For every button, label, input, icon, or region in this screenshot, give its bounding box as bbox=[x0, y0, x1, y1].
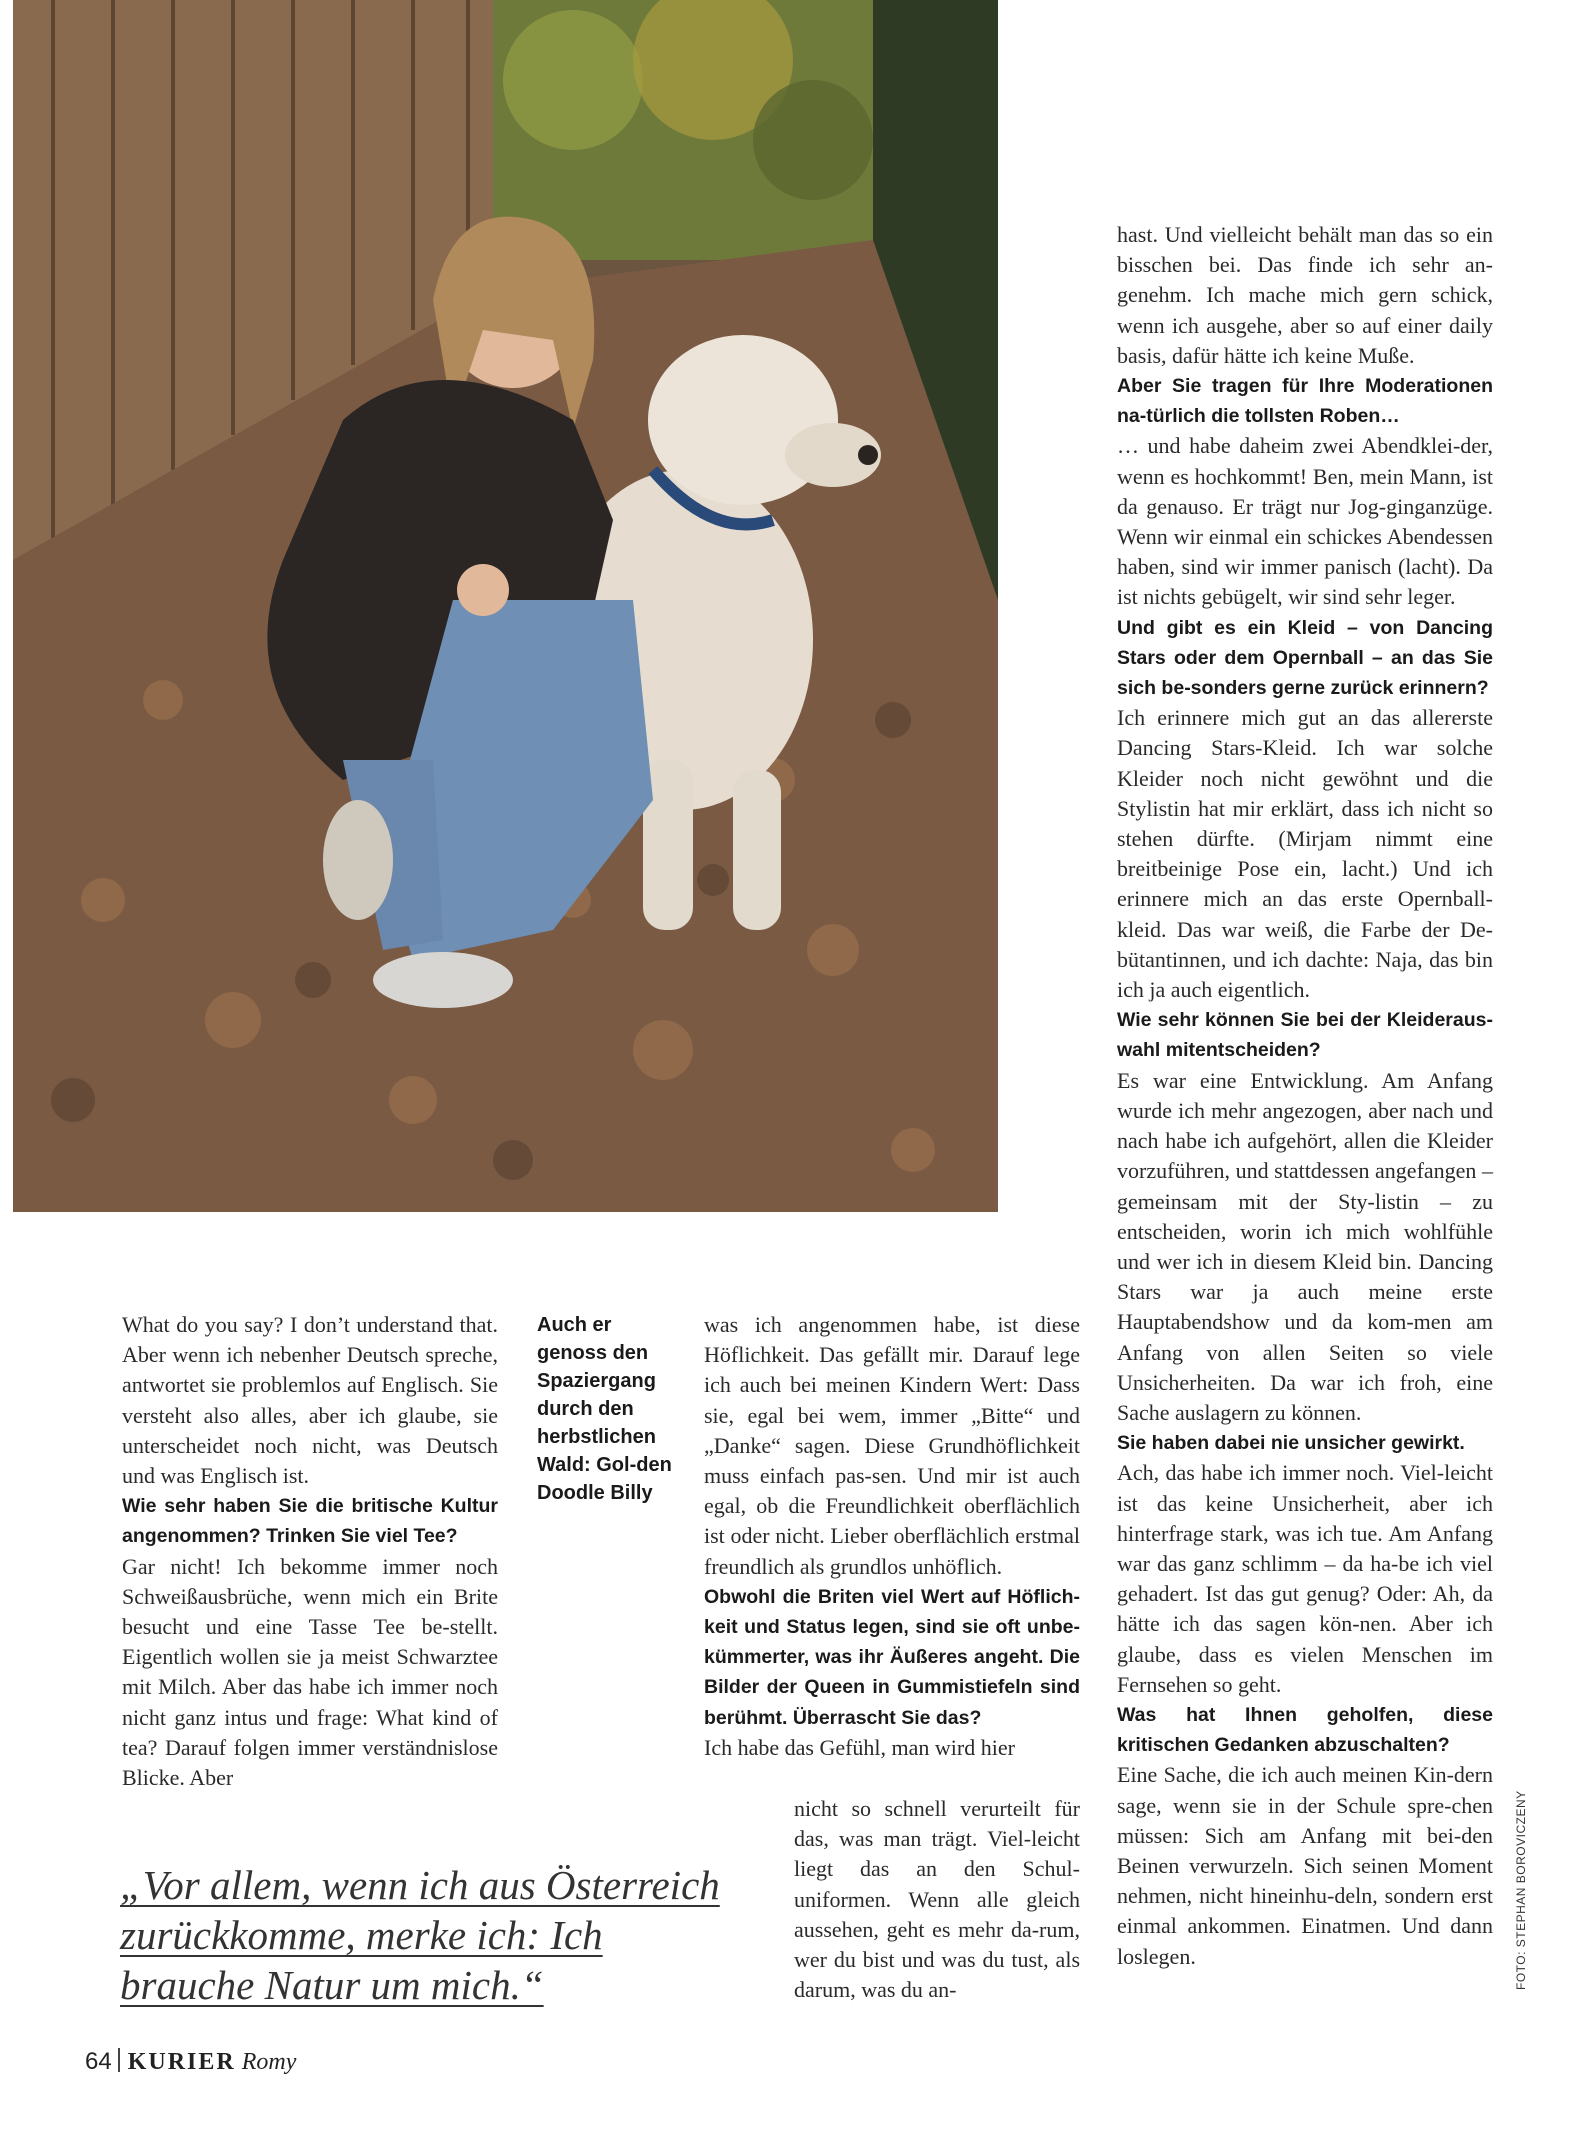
photo-credit bbox=[1514, 1790, 1534, 2000]
paragraph: Ich erinnere mich gut an das allererste Dancing Stars-Kleid. Ich war solche Kleider noch nicht gewöhnt und die Stylistin hat mir erklärt, dass ich nicht so stehen dürfte. (Mirjam nimmt eine breitbeinige Pose ein, lacht.) Und ich erinnere mich an das erste Opernball-kleid. Das war weiß, die Farbe der De-bütantinnen, und ich dachte: Naja, das bin ich ja auch eigentlich. bbox=[1117, 705, 1493, 1003]
text-column-right bbox=[1117, 220, 1493, 1972]
interview-question: Sie haben dabei nie unsicher gewirkt. bbox=[1117, 1432, 1465, 1455]
paragraph: Eine Sache, die ich auch meinen Kin-dern sage, wenn sie in der Schule spre-chen müssen: Sich am Anfang mit bei-den Beinen verwurzeln. Sich seinen Moment nehmen, nicht hineinhu-deln, sondern erst einmal ankommen. Einatmen. Und dann loslegen. bbox=[1117, 1762, 1493, 1969]
magazine-name: Romy bbox=[241, 2049, 297, 2075]
paragraph: What do you say? I don’t understand that. Aber wenn ich nebenher Deutsch spreche, antwortet sie problemlos auf Englisch. Sie versteht also alles, aber ich glaube, sie unterscheidet noch nicht, was Deutsch und was Englisch ist. bbox=[122, 1312, 498, 1489]
text-column-middle-continued bbox=[794, 1794, 1080, 2005]
paragraph: … und habe daheim zwei Abendklei-der, wenn es hochkommt! Ben, mein Mann, ist da genauso. Er trägt nur Jog-ginganzüge. Wenn wir einmal ein schickes Abendessen haben, sind wir immer panisch (lacht). Da ist nichts gebügelt, wir sind sehr leger. bbox=[1117, 433, 1493, 610]
interview-question: Und gibt es ein Kleid – von Dancing Stars oder dem Opernball – an das Sie sich be-sonders gerne zurück erinnern? bbox=[1117, 616, 1493, 700]
photo-credit-text: FOTO: STEPHAN BOROVICZENY bbox=[1514, 1790, 1528, 1990]
paragraph: Ich habe das Gefühl, man wird hier bbox=[704, 1734, 1015, 1760]
pull-quote: „Vor allem, wenn ich aus Österreich zurückkomme, merke ich: Ich brauche Natur um mich.“ bbox=[120, 1862, 720, 2008]
footer-divider bbox=[118, 2048, 120, 2072]
paragraph: hast. Und vielleicht behält man das so ein bisschen bei. Das finde ich sehr an-genehm. Ich mache mich gern schick, wenn ich ausgehe, aber so auf einer daily basis, dafür hätte ich keine Muße. bbox=[1117, 222, 1493, 368]
brand-name: KURIER bbox=[127, 2049, 236, 2075]
page-footer bbox=[85, 2048, 296, 2076]
paragraph: Ach, das habe ich immer noch. Viel-leicht ist das keine Unsicherheit, aber ich hinterfrage stark, was ich tue. Am Anfang war das ganz schlimm – da ha-be ich viel gehadert. Ist das gut genug? Oder: Ah, da hätte ich das sagen kön-nen. Aber ich glaube, dass es vielen Menschen im Fernsehen so geht. bbox=[1117, 1460, 1493, 1697]
text-column-middle bbox=[704, 1310, 1080, 1763]
interview-question: Was hat Ihnen geholfen, diese kritischen Gedanken abzuschalten? bbox=[1117, 1703, 1493, 1757]
photo-caption: Auch er genoss den Spaziergang durch den herbstlichen Wald: Gol-den Doodle Billy bbox=[537, 1314, 672, 1504]
interview-question: Wie sehr haben Sie die britische Kultur angenommen? Trinken Sie viel Tee? bbox=[122, 1495, 498, 1548]
interview-question: Obwohl die Briten viel Wert auf Höflich-keit und Status legen, sind sie oft unbe-kümmerter, was ihr Äußeres angeht. Die Bilder der Queen in Gummistiefeln sind berühmt. Überrascht Sie das? bbox=[704, 1585, 1080, 1729]
paragraph: Es war eine Entwicklung. Am Anfang wurde ich mehr angezogen, aber nach und nach habe ich aufgehört, allen die Kleider vorzuführen, und stattdessen angefangen – gemeinsam mit der Sty-listin – zu entscheiden, worin ich mich wohlfühle und wer ich in diesem Kleid bin. Dancing Stars war ja auch meine erste Hauptabendshow und da kom-men am Anfang von allen Seiten so viele Unsicherheiten. Da war ich froh, eine Sache auslagern zu können. bbox=[1117, 1067, 1493, 1425]
paragraph: was ich angenommen habe, ist diese Höflichkeit. Das gefällt mir. Darauf lege ich auch bei meinen Kindern Wert: Dass sie, egal bei wem, immer „Bitte“ und „Danke“ sagen. Diese Grundhöflichkeit muss einfach pas-sen. Und mir ist auch egal, ob die Freundlichkeit oberflächlich ist oder nicht. Lieber oberflächlich erstmal freundlich als grundlos unhöflich. bbox=[704, 1312, 1080, 1579]
page-number: 64 bbox=[85, 2048, 112, 2075]
paragraph: Gar nicht! Ich bekomme immer noch Schweißausbrüche, wenn mich ein Brite besucht und eine Tasse Tee be-stellt. Eigentlich wollen sie ja meist Schwarztee mit Milch. Aber das habe ich immer noch nicht ganz intus und frage: What kind of tea? Darauf folgen immer verständnislose Blicke. Aber bbox=[122, 1553, 498, 1791]
interview-question: Aber Sie tragen für Ihre Moderationen na-türlich die tollsten Roben… bbox=[1117, 375, 1493, 428]
interview-question: Wie sehr können Sie bei der Kleideraus-wahl mitentscheiden? bbox=[1117, 1009, 1493, 1062]
photo-woman-with-dog bbox=[13, 0, 998, 1212]
text-column-left bbox=[122, 1310, 498, 1793]
paragraph: nicht so schnell verurteilt für das, was man trägt. Viel-leicht liegt das an den Schul-uniformen. Wenn alle gleich aussehen, geht es mehr da-rum, wer du bist und was du tust, als darum, was du an- bbox=[794, 1796, 1080, 2003]
photo-illustration bbox=[13, 0, 998, 1212]
